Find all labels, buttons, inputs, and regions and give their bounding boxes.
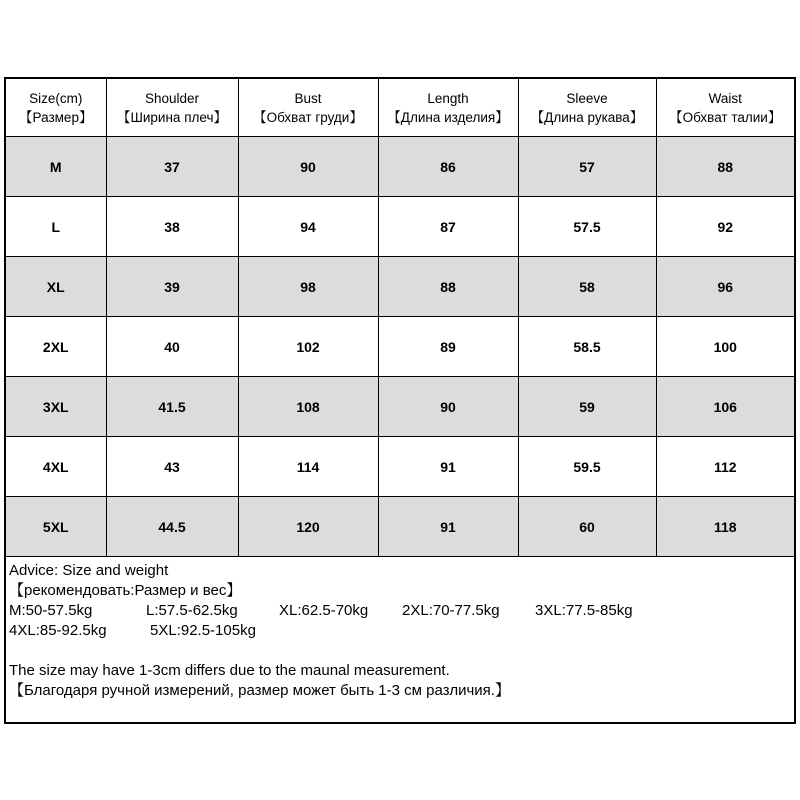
shoulder-cell: 43 bbox=[106, 437, 238, 497]
sleeve-cell: 59.5 bbox=[518, 437, 656, 497]
length-cell: 90 bbox=[378, 377, 518, 437]
size-table bbox=[6, 79, 794, 557]
waist-cell: 92 bbox=[656, 197, 794, 257]
weight-range-5xl: 5XL:92.5-105kg bbox=[150, 622, 256, 639]
bust-cell: 98 bbox=[238, 257, 378, 317]
sleeve-cell: 60 bbox=[518, 497, 656, 557]
shoulder-cell: 40 bbox=[106, 317, 238, 377]
header-label-ru: 【Обхват груди】 bbox=[253, 109, 363, 125]
advice-ru-text: 【рекомендовать:Размер и вес】 bbox=[9, 582, 242, 599]
advice-line bbox=[9, 561, 789, 581]
header-label-ru: 【Размер】 bbox=[19, 109, 93, 125]
shoulder-cell: 38 bbox=[106, 197, 238, 257]
length-cell: 91 bbox=[378, 497, 518, 557]
header-label-en: Bust bbox=[294, 90, 322, 106]
size-cell: 3XL bbox=[6, 377, 106, 437]
length-cell: 89 bbox=[378, 317, 518, 377]
table-header-row bbox=[6, 79, 794, 137]
disclaimer-text: The size may have 1-3cm differs due to the maunal measurement. bbox=[9, 662, 450, 679]
disclaimer-ru-text: 【Благодаря ручной измерений, размер может быть 1-3 см различия.】 bbox=[9, 682, 510, 699]
header-size bbox=[6, 79, 106, 137]
sleeve-cell: 59 bbox=[518, 377, 656, 437]
weight-range-l: L:57.5-62.5kg bbox=[146, 602, 238, 619]
weight-range-2xl: 2XL:70-77.5kg bbox=[402, 602, 500, 619]
bust-cell: 114 bbox=[238, 437, 378, 497]
weight-range-3xl: 3XL:77.5-85kg bbox=[535, 602, 633, 619]
disclaimer-line bbox=[9, 661, 789, 681]
shoulder-cell: 41.5 bbox=[106, 377, 238, 437]
length-cell: 87 bbox=[378, 197, 518, 257]
size-cell: M bbox=[6, 137, 106, 197]
size-cell: L bbox=[6, 197, 106, 257]
sleeve-cell: 58 bbox=[518, 257, 656, 317]
table-row bbox=[6, 257, 794, 317]
waist-cell: 112 bbox=[656, 437, 794, 497]
header-label-ru: 【Длина рукава】 bbox=[530, 109, 644, 125]
length-cell: 86 bbox=[378, 137, 518, 197]
waist-cell: 100 bbox=[656, 317, 794, 377]
header-label-en: Sleeve bbox=[566, 90, 608, 106]
weight-range-4xl: 4XL:85-92.5kg bbox=[9, 622, 107, 639]
weight-range-xl: XL:62.5-70kg bbox=[279, 602, 369, 619]
length-cell: 91 bbox=[378, 437, 518, 497]
size-cell: 4XL bbox=[6, 437, 106, 497]
table-row bbox=[6, 437, 794, 497]
bust-cell: 102 bbox=[238, 317, 378, 377]
header-waist bbox=[656, 79, 794, 137]
header-label-en: Shoulder bbox=[144, 90, 200, 106]
shoulder-cell: 44.5 bbox=[106, 497, 238, 557]
waist-cell: 88 bbox=[656, 137, 794, 197]
size-cell: 2XL bbox=[6, 317, 106, 377]
sleeve-cell: 57.5 bbox=[518, 197, 656, 257]
bust-cell: 108 bbox=[238, 377, 378, 437]
header-sleeve bbox=[518, 79, 656, 137]
waist-cell: 96 bbox=[656, 257, 794, 317]
header-label-en: Size(cm) bbox=[29, 90, 83, 106]
waist-cell: 118 bbox=[656, 497, 794, 557]
header-bust bbox=[238, 79, 378, 137]
waist-cell: 106 bbox=[656, 377, 794, 437]
spacer bbox=[9, 641, 789, 661]
advice-text: Advice: Size and weight bbox=[9, 562, 169, 579]
header-label-en: Length bbox=[427, 90, 469, 106]
table-row bbox=[6, 197, 794, 257]
bust-cell: 120 bbox=[238, 497, 378, 557]
bust-cell: 94 bbox=[238, 197, 378, 257]
advice-ru-line bbox=[9, 581, 789, 601]
shoulder-cell: 37 bbox=[106, 137, 238, 197]
notes-section bbox=[9, 561, 789, 701]
header-label-en: Waist bbox=[708, 90, 742, 106]
size-chart-frame bbox=[4, 77, 796, 724]
header-label-ru: 【Длина изделия】 bbox=[387, 109, 509, 125]
table-row bbox=[6, 377, 794, 437]
length-cell: 88 bbox=[378, 257, 518, 317]
sleeve-cell: 57 bbox=[518, 137, 656, 197]
header-label-ru: 【Ширина плеч】 bbox=[117, 109, 227, 125]
table-row bbox=[6, 317, 794, 377]
weights-row-2 bbox=[9, 621, 789, 641]
sleeve-cell: 58.5 bbox=[518, 317, 656, 377]
header-length bbox=[378, 79, 518, 137]
weight-range-m: M:50-57.5kg bbox=[9, 602, 93, 619]
table-row bbox=[6, 137, 794, 197]
size-cell: 5XL bbox=[6, 497, 106, 557]
shoulder-cell: 39 bbox=[106, 257, 238, 317]
bust-cell: 90 bbox=[238, 137, 378, 197]
weights-row-1 bbox=[9, 601, 789, 621]
header-label-ru: 【Обхват талии】 bbox=[669, 109, 782, 125]
header-shoulder bbox=[106, 79, 238, 137]
size-cell: XL bbox=[6, 257, 106, 317]
table-row bbox=[6, 497, 794, 557]
disclaimer-ru-line bbox=[9, 681, 789, 701]
